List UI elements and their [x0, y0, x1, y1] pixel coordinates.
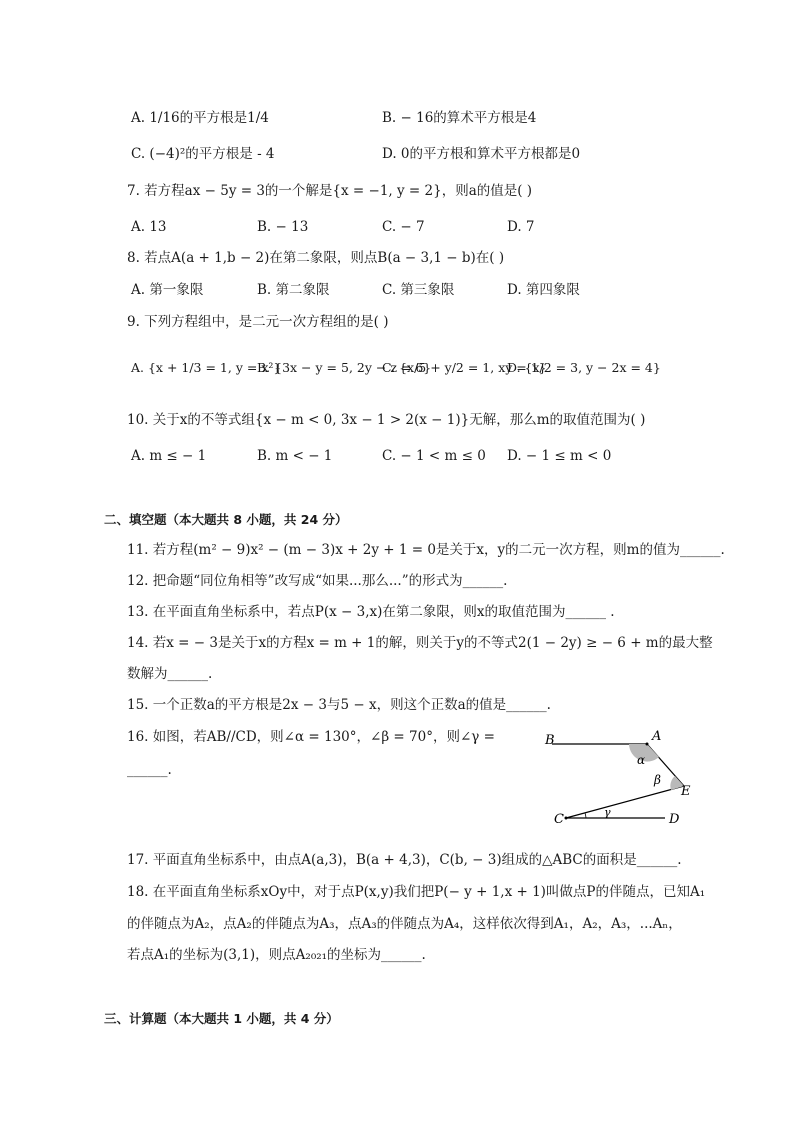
label-d: D [669, 812, 680, 827]
q14-line1: 14. 若x = − 3是关于x的方程x = m + 1的解，则关于y的不等式2(1 − 2y) ≥ − 6 + m的最大整 [127, 635, 713, 651]
q6-option-b: B. − 16的算术平方根是4 [382, 110, 537, 126]
q18-line2: 的伴随点为A₂，点A₂的伴随点为A₃，点A₃的伴随点为A₄，这样依次得到A₁，A₂，A₃，...Aₙ， [127, 916, 682, 932]
label-c: C [554, 812, 564, 827]
parallel-lines-figure [540, 728, 700, 828]
q9-option-c: C. {x/5 + y/2 = 1, xy = 1} [382, 360, 547, 375]
section-heading-fill-blank: 二、填空题（本大题共 8 小题，共 24 分） [104, 512, 348, 527]
q7-option-c: C. − 7 [382, 219, 425, 235]
q18-line3: 若点A₁的坐标为(3,1)，则点A₂₀₂₁的坐标为______. [127, 947, 426, 963]
q10-option-a: A. m ≤ − 1 [131, 448, 207, 464]
label-b: B [545, 733, 555, 748]
q8-option-d: D. 第四象限 [507, 282, 580, 298]
q8-option-b: B. 第二象限 [257, 282, 330, 298]
q13: 13. 在平面直角坐标系中，若点P(x − 3,x)在第二象限，则x的取值范围为______ . [127, 604, 615, 620]
q8-option-c: C. 第三象限 [382, 282, 455, 298]
q10-stem: 10. 关于x的不等式组{x − m < 0, 3x − 1 > 2(x − 1)}无解，那么m的取值范围为( ) [127, 412, 646, 428]
label-e: E [681, 784, 691, 799]
label-a: A [652, 729, 662, 744]
q6-option-c: C. (−4)²的平方根是 - 4 [131, 146, 275, 162]
label-gamma: γ [604, 806, 611, 819]
point-c [565, 817, 568, 820]
label-beta: β [654, 773, 661, 787]
q8-option-a: A. 第一象限 [131, 282, 204, 298]
q7-stem: 7. 若方程ax − 5y = 3的一个解是{x = −1, y = 2}，则a的值是( ) [127, 183, 533, 199]
q16-line1: 16. 如图，若AB//CD，则∠α = 130°，∠β = 70°，则∠γ = [127, 729, 495, 745]
q18-line1: 18. 在平面直角坐标系xOy中，对于点P(x,y)我们把P(− y + 1,x + 1)叫做点P的伴随点，已知A₁ [127, 884, 706, 900]
q10-option-d: D. − 1 ≤ m < 0 [507, 448, 612, 464]
q16-line2: ______. [127, 762, 172, 778]
q12: 12. 把命题“同位角相等”改写成“如果...那么...”的形式为______. [127, 573, 508, 589]
label-alpha: α [637, 753, 646, 767]
q7-option-d: D. 7 [507, 219, 535, 235]
q14-line2: 数解为______. [127, 666, 213, 682]
point-a [646, 743, 649, 746]
q15: 15. 一个正数a的平方根是2x − 3与5 − x，则这个正数a的值是______. [127, 697, 551, 713]
q11: 11. 若方程(m² − 9)x² − (m − 3)x + 2y + 1 = 0是关于x，y的二元一次方程，则m的值为______. [127, 542, 725, 558]
q6-option-a: A. 1/16的平方根是1/4 [131, 110, 269, 126]
q6-option-d: D. 0的平方根和算术平方根都是0 [382, 146, 581, 162]
q9-option-a: A. {x + 1/3 = 1, y = x²} [131, 360, 282, 375]
line-ec [566, 786, 684, 818]
q9-stem: 9. 下列方程组中，是二元一次方程组的是( ) [127, 314, 389, 330]
q10-option-c: C. − 1 < m ≤ 0 [382, 448, 486, 464]
angle-gamma-mark [585, 813, 586, 818]
q7-option-b: B. − 13 [257, 219, 309, 235]
q9-option-b: B. {3x − y = 5, 2y − z = 6} [257, 360, 432, 375]
section-heading-calculation: 三、计算题（本大题共 1 小题，共 4 分） [104, 1011, 339, 1026]
q9-option-d: D. {x/2 = 3, y − 2x = 4} [507, 360, 661, 375]
q8-stem: 8. 若点A(a + 1,b − 2)在第二象限，则点B(a − 3,1 − b)在( ) [127, 250, 505, 266]
q7-option-a: A. 13 [131, 219, 167, 235]
q10-option-b: B. m < − 1 [257, 448, 333, 464]
q17: 17. 平面直角坐标系中，由点A(a,3)，B(a + 4,3)，C(b, − 3)组成的△ABC的面积是______. [127, 852, 682, 868]
